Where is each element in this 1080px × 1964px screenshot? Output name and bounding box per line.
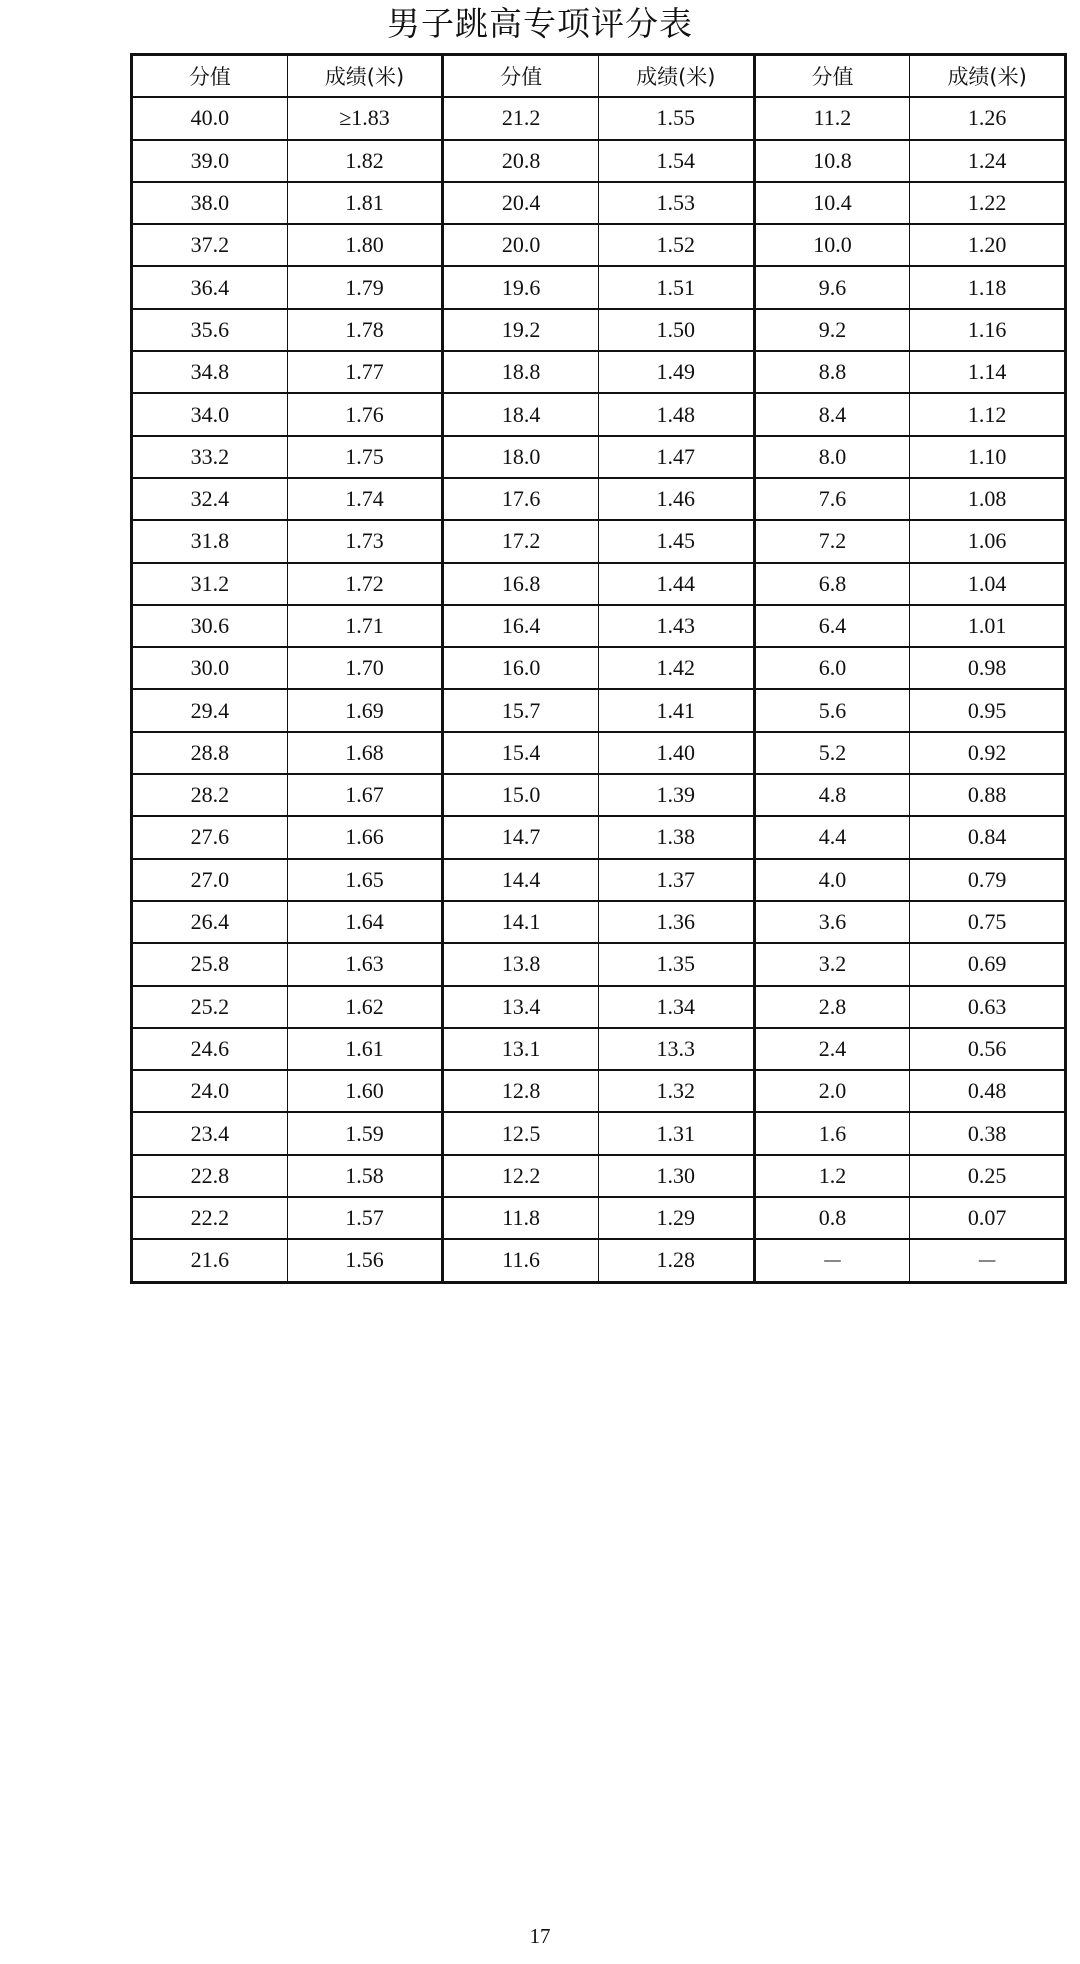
result-cell: 1.55 <box>598 97 754 139</box>
score-cell: 6.4 <box>754 605 910 647</box>
score-cell: 5.6 <box>754 689 910 731</box>
table-row <box>132 97 1066 139</box>
table-row <box>132 1028 1066 1070</box>
score-cell: 16.0 <box>443 647 599 689</box>
score-cell: 10.4 <box>754 182 910 224</box>
result-cell: 1.53 <box>598 182 754 224</box>
header-result: 成绩(米) <box>910 55 1066 98</box>
page-title: 男子跳高专项评分表 <box>387 4 693 43</box>
result-cell: 0.88 <box>910 774 1066 816</box>
table-row <box>132 436 1066 478</box>
result-cell: 1.31 <box>598 1112 754 1154</box>
score-cell: 13.1 <box>443 1028 599 1070</box>
result-cell: 1.81 <box>287 182 443 224</box>
result-cell: 1.70 <box>287 647 443 689</box>
table-row <box>132 986 1066 1028</box>
result-cell: 1.38 <box>598 816 754 858</box>
score-cell: 2.8 <box>754 986 910 1028</box>
score-cell: 15.7 <box>443 689 599 731</box>
table-row <box>132 1155 1066 1197</box>
score-cell: 23.4 <box>132 1112 288 1154</box>
score-cell: 1.2 <box>754 1155 910 1197</box>
result-cell: 1.06 <box>910 520 1066 562</box>
score-cell: 39.0 <box>132 140 288 182</box>
result-cell: 1.44 <box>598 563 754 605</box>
score-cell: 37.2 <box>132 224 288 266</box>
result-cell: 0.25 <box>910 1155 1066 1197</box>
result-cell: 1.46 <box>598 478 754 520</box>
score-cell: 18.0 <box>443 436 599 478</box>
score-cell: 15.4 <box>443 732 599 774</box>
score-cell: 31.8 <box>132 520 288 562</box>
score-cell: 13.4 <box>443 986 599 1028</box>
score-cell: 27.0 <box>132 859 288 901</box>
result-cell: 1.34 <box>598 986 754 1028</box>
result-cell: 1.73 <box>287 520 443 562</box>
result-cell: 1.49 <box>598 351 754 393</box>
result-cell: 1.12 <box>910 393 1066 435</box>
result-cell: 1.56 <box>287 1239 443 1282</box>
score-cell: 6.8 <box>754 563 910 605</box>
result-cell: 1.60 <box>287 1070 443 1112</box>
score-cell: － <box>754 1239 910 1282</box>
score-cell: 30.6 <box>132 605 288 647</box>
score-cell: 20.8 <box>443 140 599 182</box>
score-cell: 32.4 <box>132 478 288 520</box>
header-result: 成绩(米) <box>287 55 443 98</box>
table-row <box>132 140 1066 182</box>
score-cell: 31.2 <box>132 563 288 605</box>
result-cell: 1.80 <box>287 224 443 266</box>
score-cell: 10.8 <box>754 140 910 182</box>
score-cell: 20.4 <box>443 182 599 224</box>
score-cell: 11.6 <box>443 1239 599 1282</box>
score-cell: 12.5 <box>443 1112 599 1154</box>
score-cell: 36.4 <box>132 266 288 308</box>
table-row <box>132 732 1066 774</box>
table-row <box>132 1197 1066 1239</box>
score-cell: 18.8 <box>443 351 599 393</box>
table-row <box>132 647 1066 689</box>
table-row <box>132 1112 1066 1154</box>
result-cell: 1.69 <box>287 689 443 731</box>
result-cell: 1.65 <box>287 859 443 901</box>
result-cell: 1.78 <box>287 309 443 351</box>
result-cell: 0.48 <box>910 1070 1066 1112</box>
result-cell: 1.37 <box>598 859 754 901</box>
table-row <box>132 901 1066 943</box>
result-cell: 1.48 <box>598 393 754 435</box>
score-cell: 11.8 <box>443 1197 599 1239</box>
score-cell: 20.0 <box>443 224 599 266</box>
score-cell: 40.0 <box>132 97 288 139</box>
score-cell: 16.8 <box>443 563 599 605</box>
score-cell: 19.6 <box>443 266 599 308</box>
result-cell: 1.51 <box>598 266 754 308</box>
score-cell: 9.2 <box>754 309 910 351</box>
score-cell: 13.8 <box>443 943 599 985</box>
result-cell: 1.01 <box>910 605 1066 647</box>
result-cell: 1.40 <box>598 732 754 774</box>
result-cell: － <box>910 1239 1066 1282</box>
result-cell: 1.22 <box>910 182 1066 224</box>
result-cell: 1.16 <box>910 309 1066 351</box>
header-result: 成绩(米) <box>598 55 754 98</box>
result-cell: 1.64 <box>287 901 443 943</box>
result-cell: 1.72 <box>287 563 443 605</box>
table-header <box>132 55 1066 98</box>
result-cell: 1.67 <box>287 774 443 816</box>
score-cell: 38.0 <box>132 182 288 224</box>
result-cell: 1.57 <box>287 1197 443 1239</box>
score-cell: 22.8 <box>132 1155 288 1197</box>
table-row <box>132 478 1066 520</box>
result-cell: 1.28 <box>598 1239 754 1282</box>
result-cell: ≥1.83 <box>287 97 443 139</box>
table-row <box>132 182 1066 224</box>
score-cell: 18.4 <box>443 393 599 435</box>
score-cell: 2.4 <box>754 1028 910 1070</box>
score-cell: 26.4 <box>132 901 288 943</box>
result-cell: 1.35 <box>598 943 754 985</box>
score-cell: 29.4 <box>132 689 288 731</box>
header-score: 分值 <box>132 55 288 98</box>
result-cell: 1.14 <box>910 351 1066 393</box>
result-cell: 1.62 <box>287 986 443 1028</box>
score-cell: 21.2 <box>443 97 599 139</box>
result-cell: 0.69 <box>910 943 1066 985</box>
result-cell: 0.98 <box>910 647 1066 689</box>
result-cell: 1.54 <box>598 140 754 182</box>
result-cell: 1.41 <box>598 689 754 731</box>
score-cell: 35.6 <box>132 309 288 351</box>
result-cell: 0.38 <box>910 1112 1066 1154</box>
score-cell: 25.8 <box>132 943 288 985</box>
result-cell: 0.84 <box>910 816 1066 858</box>
score-table <box>130 53 1067 1284</box>
score-cell: 14.1 <box>443 901 599 943</box>
score-cell: 5.2 <box>754 732 910 774</box>
score-cell: 4.0 <box>754 859 910 901</box>
result-cell: 1.75 <box>287 436 443 478</box>
score-cell: 1.6 <box>754 1112 910 1154</box>
result-cell: 1.76 <box>287 393 443 435</box>
result-cell: 1.08 <box>910 478 1066 520</box>
score-cell: 16.4 <box>443 605 599 647</box>
table-body <box>132 97 1066 1282</box>
result-cell: 1.29 <box>598 1197 754 1239</box>
score-cell: 9.6 <box>754 266 910 308</box>
table-row <box>132 393 1066 435</box>
score-cell: 28.2 <box>132 774 288 816</box>
score-cell: 24.0 <box>132 1070 288 1112</box>
score-cell: 7.6 <box>754 478 910 520</box>
table-row <box>132 1070 1066 1112</box>
score-cell: 3.2 <box>754 943 910 985</box>
score-cell: 6.0 <box>754 647 910 689</box>
result-cell: 0.95 <box>910 689 1066 731</box>
result-cell: 1.42 <box>598 647 754 689</box>
score-cell: 14.4 <box>443 859 599 901</box>
table-row <box>132 563 1066 605</box>
result-cell: 1.30 <box>598 1155 754 1197</box>
score-cell: 33.2 <box>132 436 288 478</box>
score-cell: 17.2 <box>443 520 599 562</box>
result-cell: 0.79 <box>910 859 1066 901</box>
result-cell: 1.36 <box>598 901 754 943</box>
score-cell: 8.0 <box>754 436 910 478</box>
score-cell: 14.7 <box>443 816 599 858</box>
table-row <box>132 520 1066 562</box>
table-row <box>132 816 1066 858</box>
result-cell: 1.32 <box>598 1070 754 1112</box>
result-cell: 1.50 <box>598 309 754 351</box>
table-row <box>132 859 1066 901</box>
score-cell: 8.4 <box>754 393 910 435</box>
score-cell: 0.8 <box>754 1197 910 1239</box>
score-cell: 2.0 <box>754 1070 910 1112</box>
score-cell: 8.8 <box>754 351 910 393</box>
table-row <box>132 774 1066 816</box>
result-cell: 1.59 <box>287 1112 443 1154</box>
score-cell: 24.6 <box>132 1028 288 1070</box>
result-cell: 1.39 <box>598 774 754 816</box>
table-row <box>132 224 1066 266</box>
score-cell: 11.2 <box>754 97 910 139</box>
header-score: 分值 <box>443 55 599 98</box>
score-cell: 19.2 <box>443 309 599 351</box>
result-cell: 1.63 <box>287 943 443 985</box>
result-cell: 1.58 <box>287 1155 443 1197</box>
score-cell: 3.6 <box>754 901 910 943</box>
result-cell: 1.04 <box>910 563 1066 605</box>
score-cell: 7.2 <box>754 520 910 562</box>
table-row <box>132 943 1066 985</box>
result-cell: 13.3 <box>598 1028 754 1070</box>
score-cell: 10.0 <box>754 224 910 266</box>
score-cell: 34.8 <box>132 351 288 393</box>
table-row <box>132 1239 1066 1282</box>
result-cell: 0.56 <box>910 1028 1066 1070</box>
result-cell: 1.79 <box>287 266 443 308</box>
result-cell: 0.63 <box>910 986 1066 1028</box>
table-row <box>132 266 1066 308</box>
table-row <box>132 351 1066 393</box>
table-row <box>132 605 1066 647</box>
score-cell: 15.0 <box>443 774 599 816</box>
result-cell: 0.07 <box>910 1197 1066 1239</box>
result-cell: 1.10 <box>910 436 1066 478</box>
result-cell: 1.82 <box>287 140 443 182</box>
score-cell: 12.2 <box>443 1155 599 1197</box>
result-cell: 1.20 <box>910 224 1066 266</box>
result-cell: 1.74 <box>287 478 443 520</box>
score-cell: 21.6 <box>132 1239 288 1282</box>
result-cell: 1.47 <box>598 436 754 478</box>
table-header-row <box>132 55 1066 98</box>
result-cell: 1.45 <box>598 520 754 562</box>
score-cell: 4.8 <box>754 774 910 816</box>
header-score: 分值 <box>754 55 910 98</box>
score-cell: 22.2 <box>132 1197 288 1239</box>
score-cell: 28.8 <box>132 732 288 774</box>
table-row <box>132 309 1066 351</box>
score-table-container <box>130 53 1067 1284</box>
score-cell: 27.6 <box>132 816 288 858</box>
result-cell: 1.43 <box>598 605 754 647</box>
score-cell: 25.2 <box>132 986 288 1028</box>
result-cell: 1.18 <box>910 266 1066 308</box>
table-row <box>132 689 1066 731</box>
result-cell: 1.52 <box>598 224 754 266</box>
result-cell: 1.61 <box>287 1028 443 1070</box>
result-cell: 1.66 <box>287 816 443 858</box>
result-cell: 1.77 <box>287 351 443 393</box>
result-cell: 0.92 <box>910 732 1066 774</box>
score-cell: 4.4 <box>754 816 910 858</box>
score-cell: 17.6 <box>443 478 599 520</box>
score-cell: 34.0 <box>132 393 288 435</box>
result-cell: 0.75 <box>910 901 1066 943</box>
score-cell: 12.8 <box>443 1070 599 1112</box>
score-cell: 30.0 <box>132 647 288 689</box>
result-cell: 1.24 <box>910 140 1066 182</box>
page-number: 17 <box>529 1924 551 1948</box>
result-cell: 1.26 <box>910 97 1066 139</box>
result-cell: 1.68 <box>287 732 443 774</box>
result-cell: 1.71 <box>287 605 443 647</box>
